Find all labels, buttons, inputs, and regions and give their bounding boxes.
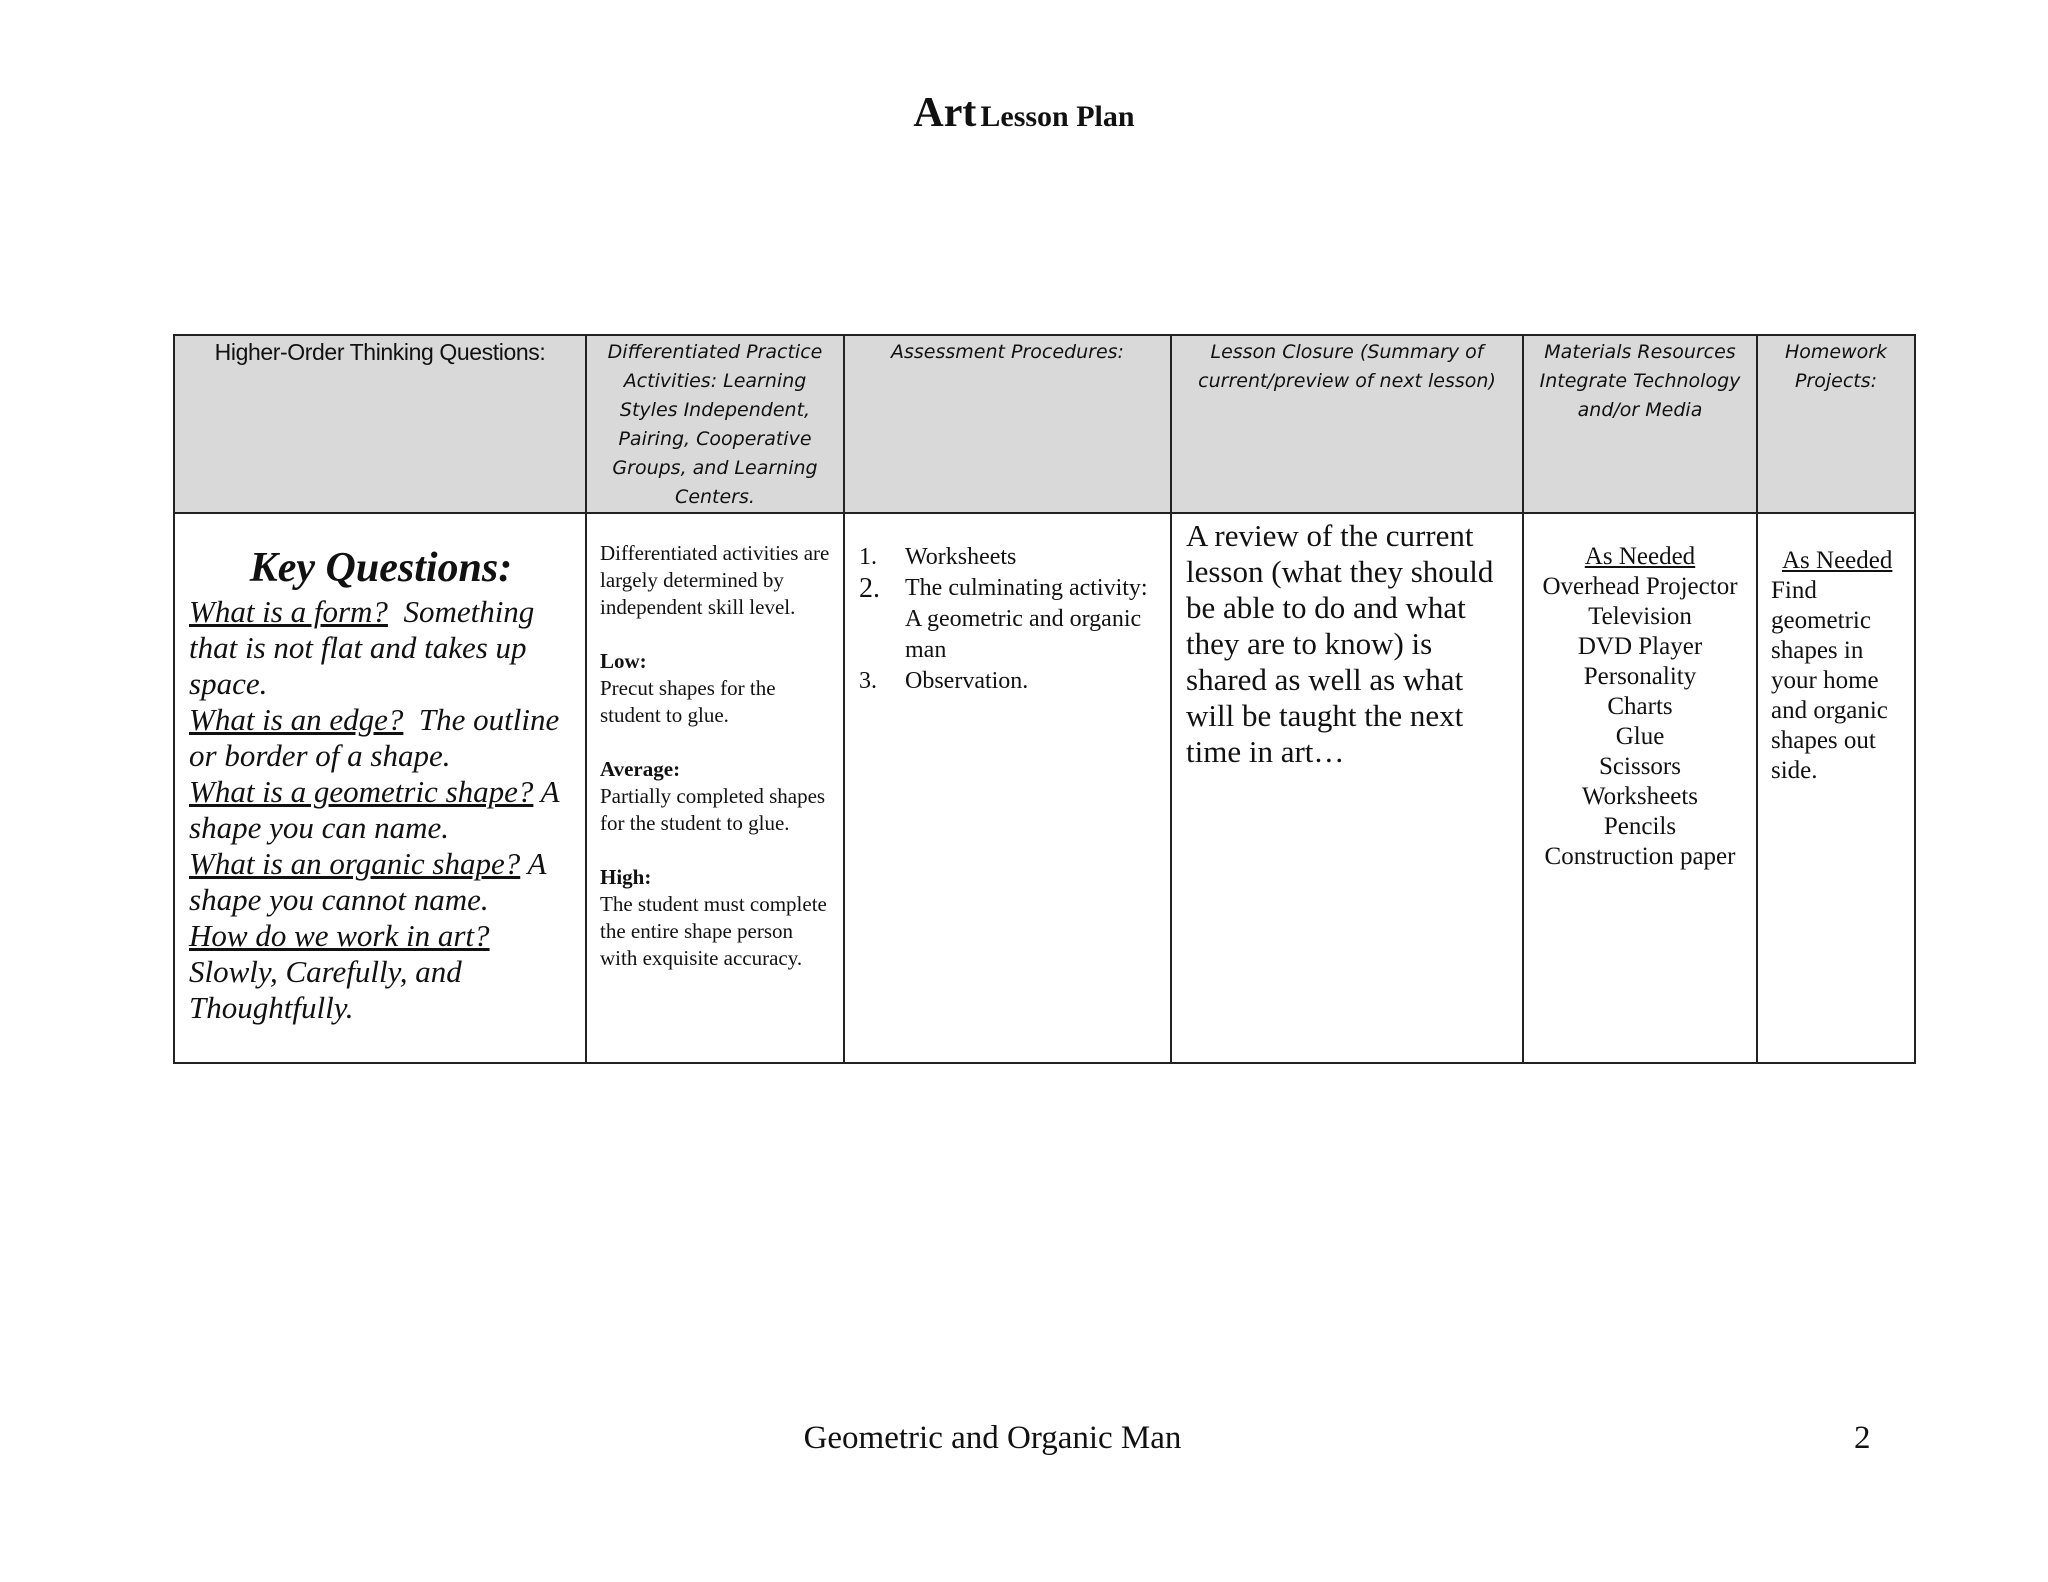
answer-text: Something that is not flat and takes up space. xyxy=(189,594,535,701)
header-row xyxy=(174,335,1915,513)
title-art: Art xyxy=(913,90,977,136)
material-item: Pencils xyxy=(1603,813,1677,840)
cell-key-questions xyxy=(174,513,586,1063)
question-text: What is a geometric shape? xyxy=(189,774,534,809)
material-item: Charts xyxy=(1607,693,1673,720)
differentiated-intro: Differentiated activities are largely determined by independent skill level. xyxy=(600,541,830,619)
list-item xyxy=(859,573,1160,666)
material-item: Personality xyxy=(1583,663,1697,690)
level-label: Average: xyxy=(600,757,681,781)
level-average xyxy=(600,756,833,837)
lesson-plan-table xyxy=(173,334,1916,1064)
materials-heading: As Needed xyxy=(1584,543,1696,570)
cell-homework xyxy=(1757,513,1915,1063)
page-title xyxy=(0,92,2048,134)
closure-text: A review of the current lesson (what they should be able to do and what they are to know) is shared as well as what will be taught the next time in art… xyxy=(1186,518,1494,769)
level-text: The student must complete the entire shape person with exquisite accuracy. xyxy=(600,892,827,970)
level-text: Partially completed shapes for the student to glue. xyxy=(600,784,826,835)
level-label: High: xyxy=(600,865,652,889)
header-materials: Materials Resources Integrate Technology and/or Media xyxy=(1523,335,1757,513)
level-label: Low: xyxy=(600,649,647,673)
cell-differentiated xyxy=(586,513,844,1063)
material-item: Scissors xyxy=(1599,753,1681,780)
header-assessment: Assessment Procedures: xyxy=(844,335,1171,513)
header-thinking-questions: Higher-Order Thinking Questions: xyxy=(174,335,586,513)
question-text: What is an organic shape? xyxy=(189,846,521,881)
key-question-5 xyxy=(189,918,573,1026)
level-high xyxy=(600,864,833,972)
homework-text: Find geometric shapes in your home and organic shapes out side. xyxy=(1771,577,1888,784)
key-question-2 xyxy=(189,702,573,774)
material-item: DVD Player xyxy=(1577,633,1703,660)
assessment-list xyxy=(845,514,1170,697)
list-number: 1. xyxy=(859,544,877,570)
cell-closure xyxy=(1171,513,1523,1063)
answer-text: A shape you can name. xyxy=(189,774,559,845)
header-homework: Homework Projects: xyxy=(1757,335,1915,513)
key-question-3 xyxy=(189,774,573,846)
material-item: Television xyxy=(1588,603,1692,630)
question-text: What is an edge? xyxy=(189,702,404,737)
list-text: Worksheets xyxy=(905,544,1017,570)
header-differentiated: Differentiated Practice Activities: Learning Styles Independent, Pairing, Cooperative Groups, and Learning Centers. xyxy=(586,335,844,513)
level-low xyxy=(600,648,833,729)
material-item: Overhead Projector xyxy=(1542,573,1738,600)
material-item: Construction paper xyxy=(1544,843,1736,870)
cell-materials xyxy=(1523,513,1757,1063)
homework-heading: As Needed xyxy=(1782,547,1893,574)
list-number: 3. xyxy=(859,668,877,694)
key-question-1 xyxy=(189,594,573,702)
question-text: What is a form? xyxy=(189,594,388,629)
answer-text: Slowly, Carefully, and Thoughtfully. xyxy=(189,954,462,1025)
answer-text: A shape you cannot name. xyxy=(189,846,546,917)
footer-title: Geometric and Organic Man xyxy=(803,1420,1182,1456)
content-row xyxy=(174,513,1915,1063)
level-text: Precut shapes for the student to glue. xyxy=(600,676,776,727)
header-closure: Lesson Closure (Summary of current/preview of next lesson) xyxy=(1171,335,1523,513)
question-text: How do we work in art? xyxy=(189,918,490,953)
list-item xyxy=(859,666,1160,697)
material-item: Worksheets xyxy=(1581,783,1698,810)
list-number: 2. xyxy=(859,573,880,604)
title-lesson-plan: Lesson Plan xyxy=(980,100,1135,133)
page-number: 2 xyxy=(1854,1420,1871,1456)
key-question-4 xyxy=(189,846,573,918)
key-questions-heading: Key Questions: xyxy=(249,545,513,591)
list-item xyxy=(859,542,1160,573)
list-text: Observation. xyxy=(905,668,1029,694)
answer-text: The outline or border of a shape. xyxy=(189,702,560,773)
material-item: Glue xyxy=(1615,723,1665,750)
cell-assessment xyxy=(844,513,1171,1063)
list-text: The culminating activity: A geometric and organic man xyxy=(905,575,1148,663)
